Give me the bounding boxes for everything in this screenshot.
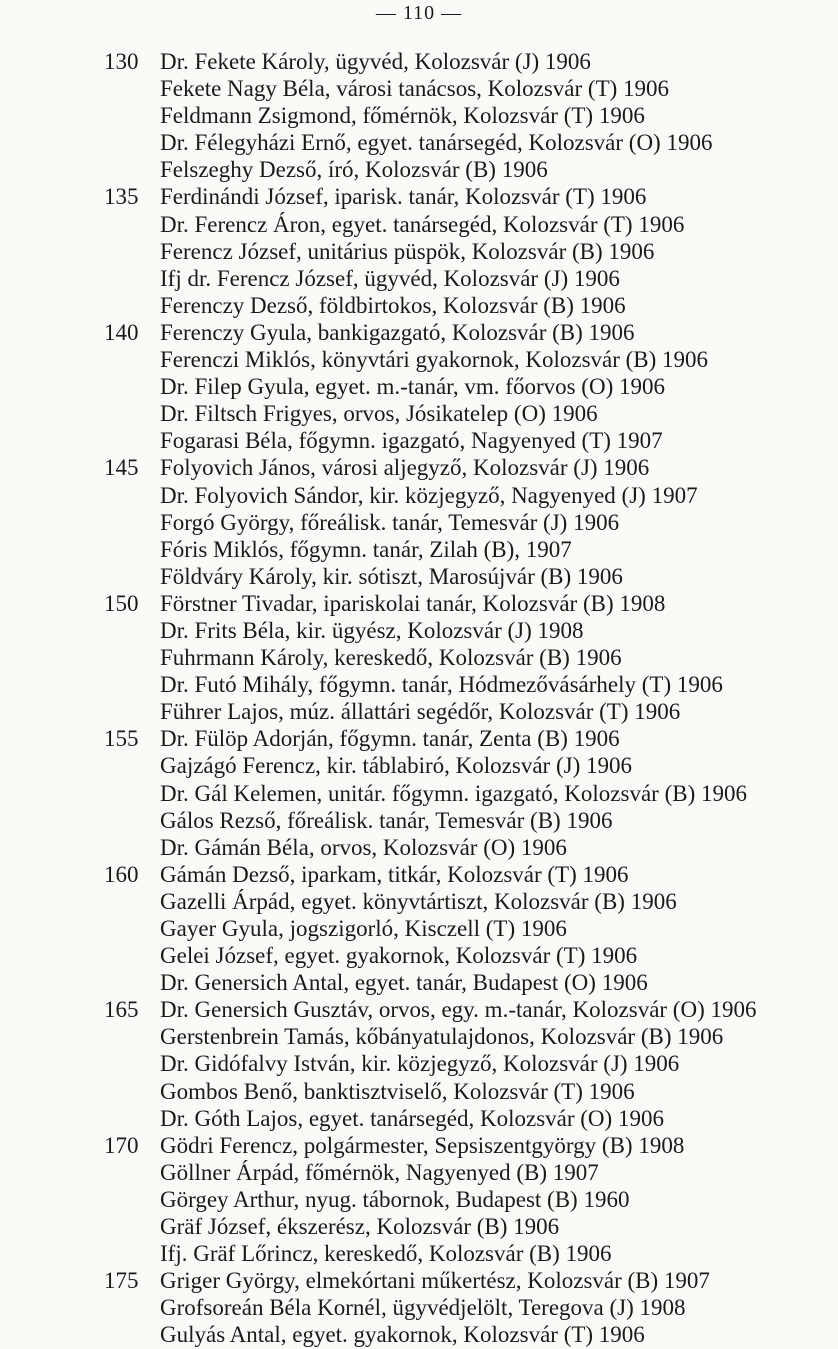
list-item [104, 292, 824, 319]
list-item [104, 427, 824, 454]
entry-text: Gulyás Antal, egyet. gyakornok, Kolozsvár (T) 1906 [160, 1322, 645, 1348]
entry-number: 130 [104, 49, 139, 74]
entry-text: Felszeghy Dezső, író, Kolozsvár (B) 1906 [160, 157, 548, 183]
page-number: — 110 — [375, 2, 463, 24]
entry-text: Gombos Benő, banktisztviselő, Kolozsvár (T) 1906 [160, 1078, 635, 1104]
entry-text: Gerstenbrein Tamás, kőbányatulajdonos, Kolozsvár (B) 1906 [160, 1024, 724, 1050]
entry-text: Dr. Filtsch Frigyes, orvos, Jósikatelep (O) 1906 [160, 401, 598, 427]
list-item [104, 1240, 824, 1267]
list-item [104, 75, 824, 102]
entry-text: Dr. Gámán Béla, orvos, Kolozsvár (O) 1906 [160, 834, 567, 860]
member-list [104, 48, 824, 1349]
entry-text: Folyovich János, városi aljegyző, Kolozsvár (J) 1906 [160, 455, 650, 481]
list-item [104, 509, 824, 536]
entry-text: Ifj. Gräf Lőrincz, kereskedő, Kolozsvár (B) 1906 [160, 1241, 612, 1267]
entry-text: Görgey Arthur, nyug. tábornok, Budapest (B) 1960 [160, 1186, 630, 1212]
entry-text: Grofsoreán Béla Kornél, ügyvédjelölt, Teregova (J) 1908 [160, 1295, 686, 1321]
list-item [104, 1159, 824, 1186]
entry-text: Gayer Gyula, jogszigorló, Kisczell (T) 1906 [160, 916, 567, 941]
entry-number: 135 [104, 184, 139, 210]
entry-text: Dr. Genersich Antal, egyet. tanár, Budapest (O) 1906 [160, 970, 648, 996]
list-item [104, 1050, 824, 1077]
entry-text: Feldmann Zsigmond, főmérnök, Kolozsvár (T) 1906 [160, 103, 645, 129]
list-item [104, 156, 824, 183]
list-item [104, 48, 824, 75]
entry-text: Fuhrmann Károly, kereskedő, Kolozsvár (B) 1906 [160, 645, 622, 671]
entry-text: Ferenczi Miklós, könyvtári gyakornok, Kolozsvár (B) 1906 [160, 347, 709, 373]
list-item [104, 969, 824, 996]
entry-text: Ifj dr. Ferencz József, ügyvéd, Kolozsvár (J) 1906 [160, 265, 620, 291]
entry-text: Dr. Ferencz Áron, egyet. tanársegéd, Kolozsvár (T) 1906 [160, 211, 685, 237]
list-item [104, 752, 824, 779]
list-item [104, 1105, 824, 1132]
entry-number: 175 [104, 1268, 139, 1294]
list-item [104, 265, 824, 292]
list-item [104, 1023, 824, 1050]
entry-text: Gámán Dezső, iparkam, titkár, Kolozsvár (T) 1906 [160, 861, 629, 887]
list-item [104, 211, 824, 238]
list-item [104, 1186, 824, 1213]
list-item [104, 834, 824, 861]
entry-number: 150 [104, 590, 139, 616]
entry-text: Griger György, elmekórtani műkertész, Kolozsvár (B) 1907 [160, 1268, 710, 1294]
list-item [104, 1213, 824, 1240]
entry-text: Gajzágó Ferencz, kir. táblabiró, Kolozsvár (J) 1906 [160, 753, 632, 779]
entry-text: Fóris Miklós, főgymn. tanár, Zilah (B), 1907 [160, 536, 572, 562]
list-item [104, 996, 824, 1023]
list-item [104, 807, 824, 834]
list-item [104, 644, 824, 671]
list-item [104, 102, 824, 129]
entry-number: 140 [104, 319, 139, 345]
list-item [104, 563, 824, 590]
entry-text: Ferdinándi József, iparisk. tanár, Kolozsvár (T) 1906 [160, 184, 647, 210]
list-item [104, 482, 824, 509]
entry-text: Gräf József, ékszerész, Kolozsvár (B) 1906 [160, 1214, 560, 1240]
list-item [104, 183, 824, 210]
list-item [104, 698, 824, 725]
entry-text: Gödri Ferencz, polgármester, Sepsiszentgyörgy (B) 1908 [160, 1132, 685, 1158]
entry-text: Göllner Árpád, főmérnök, Nagyenyed (B) 1907 [160, 1159, 599, 1185]
list-item [104, 1132, 824, 1159]
list-item [104, 319, 824, 346]
entry-text: Dr. Futó Mihály, főgymn. tanár, Hódmezővásárhely (T) 1906 [160, 672, 723, 698]
entry-text: Gelei József, egyet. gyakornok, Kolozsvár (T) 1906 [160, 943, 638, 969]
entry-text: Dr. Gál Kelemen, unitár. főgymn. igazgató, Kolozsvár (B) 1906 [160, 780, 747, 806]
entry-text: Dr. Félegyházi Ernő, egyet. tanársegéd, Kolozsvár (O) 1906 [160, 130, 713, 156]
list-item [104, 590, 824, 617]
list-item [104, 1078, 824, 1105]
list-item [104, 942, 824, 969]
entry-number: 170 [104, 1132, 139, 1158]
entry-text: Ferencz József, unitárius püspök, Kolozsvár (B) 1906 [160, 238, 655, 264]
entry-text: Dr. Frits Béla, kir. ügyész, Kolozsvár (J) 1908 [160, 617, 584, 643]
list-item [104, 888, 824, 915]
entry-text: Dr. Fülöp Adorján, főgymn. tanár, Zenta (B) 1906 [160, 726, 620, 752]
entry-text: Dr. Gidófalvy István, kir. közjegyző, Kolozsvár (J) 1906 [160, 1051, 680, 1077]
entry-text: Ferenczy Gyula, bankigazgató, Kolozsvár (B) 1906 [160, 319, 635, 345]
entry-number: 160 [104, 861, 139, 887]
list-item [104, 373, 824, 400]
entry-text: Forgó György, főreálisk. tanár, Temesvár (J) 1906 [160, 509, 620, 535]
entry-text: Gálos Rezső, főreálisk. tanár, Temesvár (B) 1906 [160, 807, 613, 833]
list-item [104, 617, 824, 644]
entry-text: Förstner Tivadar, ipariskolai tanár, Kolozsvár (B) 1908 [160, 590, 666, 616]
entry-number: 165 [104, 997, 139, 1023]
entry-number: 155 [104, 726, 139, 752]
entry-text: Dr. Genersich Gusztáv, orvos, egy. m.-tanár, Kolozsvár (O) 1906 [160, 997, 757, 1023]
entry-text: Gazelli Árpád, egyet. könyvtártiszt, Kolozsvár (B) 1906 [160, 888, 677, 914]
entry-text: Dr. Filep Gyula, egyet. m.-tanár, vm. főorvos (O) 1906 [160, 374, 665, 400]
entry-text: Führer Lajos, múz. állattári segédőr, Kolozsvár (T) 1906 [160, 699, 681, 725]
list-item [104, 238, 824, 265]
list-item [104, 129, 824, 156]
list-item [104, 915, 824, 942]
entry-text: Dr. Góth Lajos, egyet. tanársegéd, Kolozsvár (O) 1906 [160, 1105, 664, 1131]
entry-text: Fogarasi Béla, főgymn. igazgató, Nagyenyed (T) 1907 [160, 428, 663, 454]
entry-number: 145 [104, 455, 139, 481]
entry-text: Földváry Károly, kir. sótiszt, Marosújvár (B) 1906 [160, 563, 623, 589]
list-item [104, 725, 824, 752]
list-item [104, 400, 824, 427]
list-item [104, 861, 824, 888]
entry-text: Dr. Fekete Károly, ügyvéd, Kolozsvár (J) 1906 [160, 49, 591, 74]
list-item [104, 1267, 824, 1294]
list-item [104, 346, 824, 373]
list-item [104, 671, 824, 698]
list-item [104, 454, 824, 481]
list-item [104, 536, 824, 563]
list-item [104, 1294, 824, 1321]
list-item [104, 1321, 824, 1348]
list-item [104, 780, 824, 807]
entry-text: Dr. Folyovich Sándor, kir. közjegyző, Nagyenyed (J) 1907 [160, 482, 698, 508]
entry-text: Fekete Nagy Béla, városi tanácsos, Kolozsvár (T) 1906 [160, 76, 670, 102]
entry-text: Ferenczy Dezső, földbirtokos, Kolozsvár (B) 1906 [160, 292, 626, 318]
